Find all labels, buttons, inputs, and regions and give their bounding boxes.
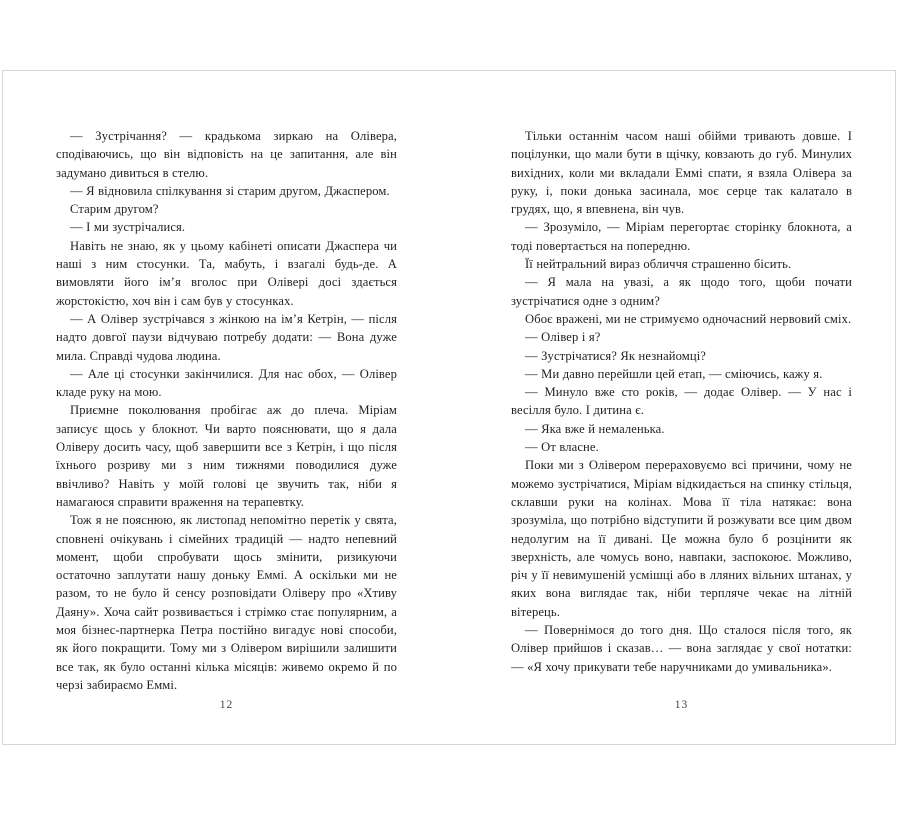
paragraph: — Повернімося до того дня. Що сталося після того, як Олівер прийшов і сказав… — вона заглядає у свої нотатки: — «Я хочу прикувати тебе наручниками до умивальника».	[511, 623, 852, 674]
paragraph: — Яка вже й немаленька.	[525, 421, 665, 436]
paragraph: — Минуло вже сто років, — додає Олівер. — У нас і весілля було. І дитина є.	[511, 385, 852, 418]
book-page-right	[511, 127, 852, 711]
paragraph: — І ми зустрічалися.	[70, 220, 186, 235]
page-number-left: 12	[219, 699, 234, 711]
paragraph: — От власне.	[525, 440, 599, 455]
paragraph: Поки ми з Олівером перераховуємо всі причини, чому не можемо зустрічатися, Міріам відкидається на спинку стільця, склавши руки на колінах. Мова її тіла натякає: вона зрозуміла, що потрібно відступити й розжувати все цим двом недолугим на її дивані. Це можна було б розцінити як зверхність, але чомусь воно, навпаки, заспокоює. Можливо, річ у її невимушеній усмішці або в лляних вільних штанах, у яких вона виглядає так, ніби терпляче чекає на літній вітерець.	[511, 458, 852, 619]
paragraph: Тож я не пояснюю, як листопад непомітно перетік у свята, сповнені очікувань і сімейних традицій — надто непевний момент, щоби спробувати щось змінити, ризикуючи остаточно заплутати нашу доньку Еммі. А оскільки ми не разом, то не було й сенсу розповідати Оліверу про «Хтиву Даяну». Хоча сайт розвивається і стрімко стає популярним, а моя бізнес-партнерка Петра постійно вигадує нові способи, як його покращити. Тому ми з Олівером вирішили залишити все так, як було останні кілька місяців: живемо окремо й по черзі забираємо Еммі.	[56, 513, 397, 692]
book-page-left	[56, 127, 397, 711]
paragraph: Приємне поколювання пробігає аж до плеча. Міріам записує щось у блокнот. Чи варто пояснювати, що я дала Оліверу досить часу, щоб завершити все з Кетрін, і що після їхнього розриву ми з ним тижнями поводилися дуже ввічливо? Навіть у моїй голові це звучить так, ніби я намагаюся справити враження на терапевтку.	[56, 403, 397, 509]
paragraph: — Зрозуміло, — Міріам перегортає сторінку блокнота, а тоді повертається на попередню.	[511, 220, 852, 253]
paragraph: Навіть не знаю, як у цьому кабінеті описати Джаспера чи наші з ним стосунки. Та, мабуть, і взагалі будь-де. А вимовляти його ім’я вголос при Олівері досі здається жорстокістю, хоч він і сам був у стосунках.	[56, 238, 397, 308]
paragraph: — Ми давно перейшли цей етап, — сміючись, кажу я.	[525, 366, 823, 381]
book-spread	[2, 70, 896, 745]
paragraph: — Зустрічатися? Як незнайомці?	[525, 348, 707, 363]
page-right-text	[511, 127, 852, 676]
paragraph: — Я мала на увазі, а як щодо того, щоби почати зустрічатися одне з одним?	[511, 275, 852, 308]
paragraph: Старим другом?	[70, 202, 159, 217]
paragraph: — Я відновила спілкування зі старим другом, Джаспером.	[70, 183, 390, 198]
paragraph: Тільки останнім часом наші обійми тривають довше. І поцілунки, що мали бути в щічку, ковзають до губ. Минулих вихідних, коли ми вкладали Еммі спати, я взяла Олівера за руку, і, поки донька засинала, моє серце так калатало в грудях, що, я впевнена, він чув.	[511, 129, 852, 217]
page-number-right: 13	[674, 699, 689, 711]
paragraph: Обоє вражені, ми не стримуємо одночасний нервовий сміх.	[525, 311, 852, 326]
paragraph: Її нейтральний вираз обличчя страшенно бісить.	[525, 257, 792, 272]
page-left-text	[56, 127, 397, 694]
paragraph: — Олівер і я?	[525, 330, 601, 345]
paragraph: — Але ці стосунки закінчилися. Для нас обох, — Олівер кладе руку на мою.	[56, 366, 397, 400]
paragraph: — А Олівер зустрічався з жінкою на ім’я Кетрін, — після надто довгої паузи відчуваю потребу додати: — Вона дуже мила. Справді чудова людина.	[56, 311, 397, 363]
paragraph: — Зустрічання? — крадькома зиркаю на Олівера, сподіваючись, що він відповість на це запитання, але він задумано дивиться в стелю.	[56, 129, 397, 180]
